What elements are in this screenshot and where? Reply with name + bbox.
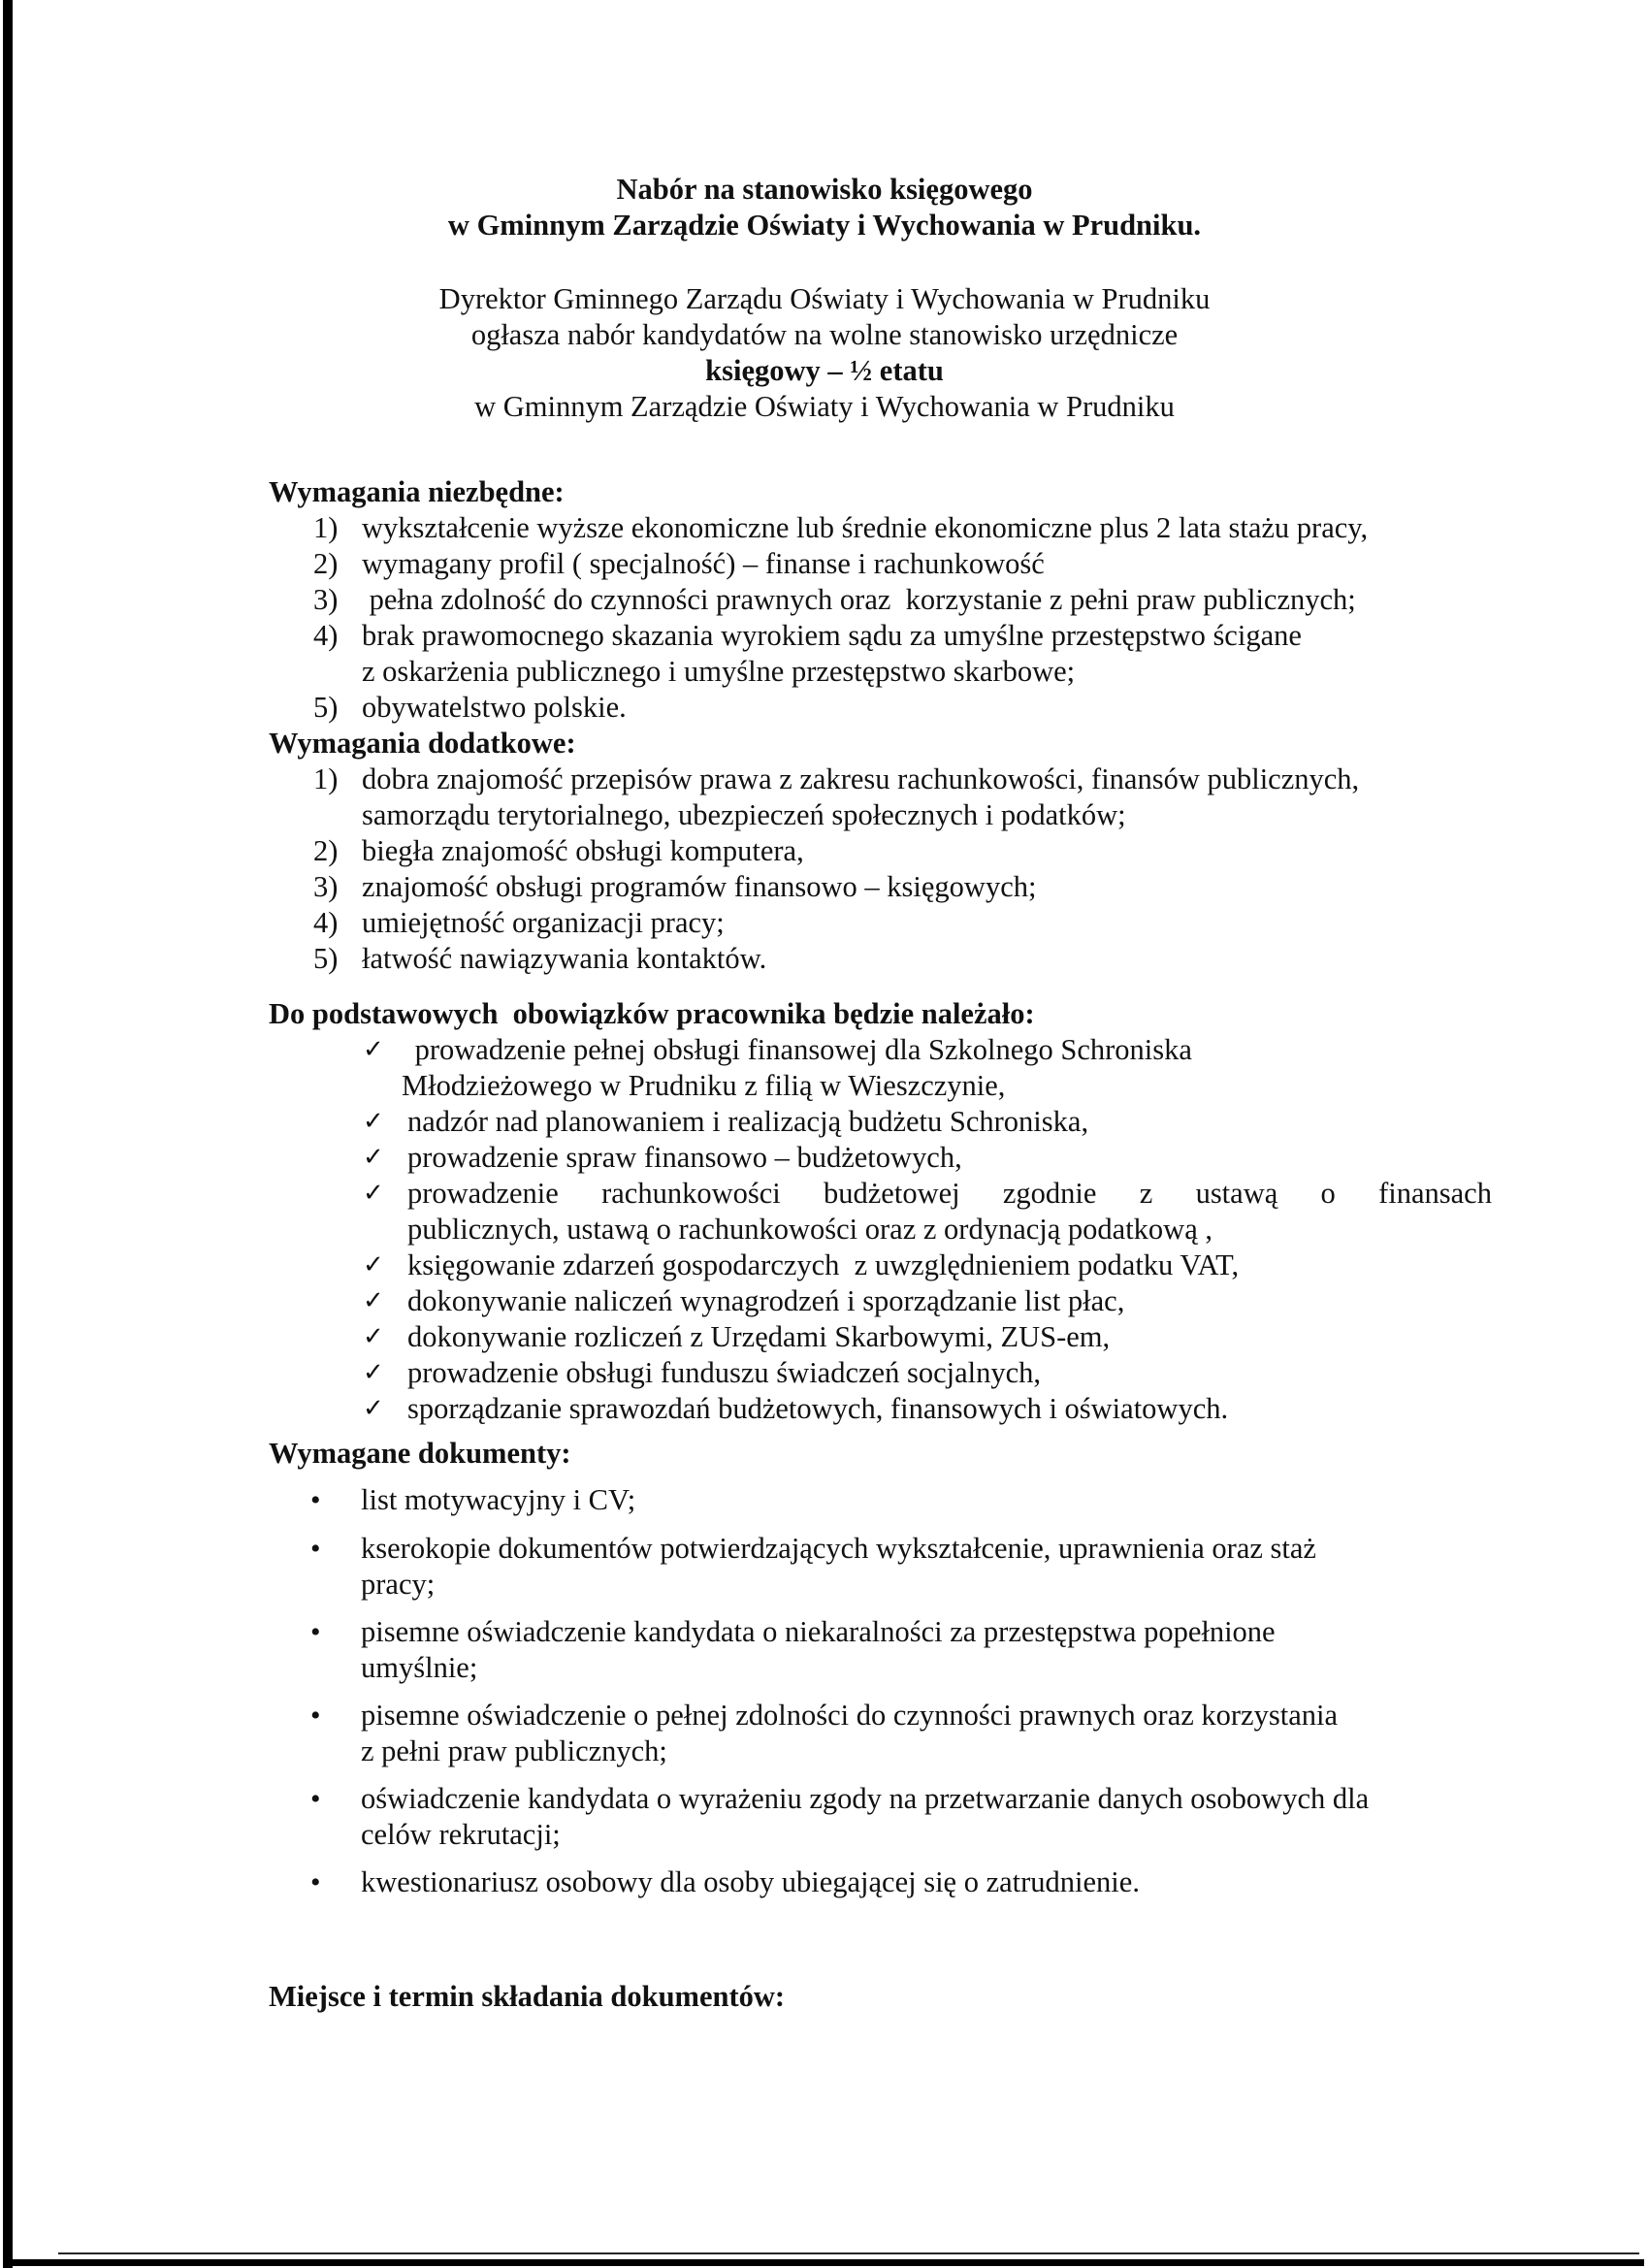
checkmark-icon: ✓ <box>363 1107 384 1136</box>
bullet-icon: • <box>310 1700 321 1732</box>
scan-line-bottom <box>58 2252 1639 2254</box>
item-text: prowadzenie pełnej obsługi finansowej dla Szkolnego Schroniska <box>407 1033 1192 1066</box>
required-heading: Wymagania niezbędne: <box>269 475 565 508</box>
title-line-2: w Gminnym Zarządzie Oświaty i Wychowania w Prudniku. <box>447 209 1202 242</box>
item-text: kserokopie dokumentów potwierdzających wykształcenie, uprawnienia oraz staż <box>361 1532 1316 1565</box>
item-text: publicznych, ustawą o rachunkowości oraz z ordynacją podatkową , <box>407 1213 1212 1246</box>
position-title: księgowy – ½ etatu <box>705 354 944 387</box>
item-text: Młodzieżowego w Prudniku z filią w Wieszczynie, <box>402 1069 1006 1102</box>
item-text: pisemne oświadczenie o pełnej zdolności do czynności prawnych oraz korzystania <box>361 1699 1338 1732</box>
announcement-line-1: Dyrektor Gminnego Zarządu Oświaty i Wychowania w Prudniku <box>438 282 1211 315</box>
item-number: 2) <box>313 834 339 867</box>
word: budżetowej <box>824 1177 960 1210</box>
item-number: 1) <box>313 762 339 795</box>
bullet-icon: • <box>310 1783 321 1815</box>
checkmark-icon: ✓ <box>363 1286 384 1315</box>
word: finansach <box>1378 1177 1492 1210</box>
item-number: 4) <box>313 906 339 939</box>
item-text: dobra znajomość przepisów prawa z zakresu rachunkowości, finansów publicznych, <box>362 762 1360 795</box>
item-text: nadzór nad planowaniem i realizacją budżetu Schroniska, <box>407 1105 1089 1138</box>
item-number: 1) <box>313 511 339 544</box>
documents-heading: Wymagane dokumenty: <box>269 1437 571 1470</box>
item-text: pisemne oświadczenie kandydata o niekaralności za przestępstwa popełnione <box>361 1615 1276 1648</box>
item-text: kwestionariusz osobowy dla osoby ubiegającej się o zatrudnienie. <box>361 1865 1140 1898</box>
item-text: dokonywanie rozliczeń z Urzędami Skarbowymi, ZUS-em, <box>407 1320 1111 1353</box>
word: prowadzenie <box>407 1177 559 1210</box>
word: zgodnie <box>1002 1177 1097 1210</box>
item-text-justified <box>407 1176 1492 1212</box>
item-text: sporządzanie sprawozdań budżetowych, finansowych i oświatowych. <box>407 1392 1229 1425</box>
item-text: prowadzenie obsługi funduszu świadczeń socjalnych, <box>407 1356 1042 1389</box>
item-text: wymagany profil ( specjalność) – finanse i rachunkowość <box>362 547 1045 580</box>
checkmark-icon: ✓ <box>363 1179 384 1208</box>
item-number: 2) <box>313 547 339 580</box>
item-number: 3) <box>313 583 339 616</box>
item-text: samorządu terytorialnego, ubezpieczeń społecznych i podatków; <box>362 798 1126 831</box>
submission-heading: Miejsce i termin składania dokumentów: <box>269 1980 786 2013</box>
item-text: znajomość obsługi programów finansowo – księgowych; <box>362 870 1037 903</box>
word: ustawą <box>1195 1177 1278 1210</box>
item-text: celów rekrutacji; <box>361 1818 561 1851</box>
item-text: biegła znajomość obsługi komputera, <box>362 834 804 867</box>
checkmark-icon: ✓ <box>363 1035 384 1064</box>
item-text: księgowanie zdarzeń gospodarczych z uwzględnieniem podatku VAT, <box>407 1248 1240 1281</box>
checkmark-icon: ✓ <box>363 1250 384 1280</box>
word: rachunkowości <box>601 1177 781 1210</box>
item-text: pełna zdolność do czynności prawnych oraz korzystanie z pełni praw publicznych; <box>362 583 1356 616</box>
checkmark-icon: ✓ <box>363 1322 384 1351</box>
item-text: wykształcenie wyższe ekonomiczne lub średnie ekonomiczne plus 2 lata stażu pracy, <box>362 511 1369 544</box>
item-text: obywatelstwo polskie. <box>362 691 627 724</box>
item-text: brak prawomocnego skazania wyrokiem sądu za umyślne przestępstwo ścigane <box>362 619 1302 652</box>
item-text: prowadzenie spraw finansowo – budżetowych, <box>407 1141 962 1174</box>
item-number: 4) <box>313 619 339 652</box>
bullet-icon: • <box>310 1484 321 1516</box>
checkmark-icon: ✓ <box>363 1394 384 1423</box>
title-line-1: Nabór na stanowisko księgowego <box>616 173 1033 206</box>
additional-heading: Wymagania dodatkowe: <box>269 727 576 760</box>
duties-heading: Do podstawowych obowiązków pracownika będzie należało: <box>269 997 1035 1030</box>
scan-border-bottom <box>3 2259 1644 2266</box>
item-text: oświadczenie kandydata o wyrażeniu zgody na przetwarzanie danych osobowych dla <box>361 1782 1370 1815</box>
item-text: z oskarżenia publicznego i umyślne przestępstwo skarbowe; <box>362 655 1076 688</box>
item-text: umyślnie; <box>361 1651 478 1684</box>
item-number: 3) <box>313 870 339 903</box>
checkmark-icon: ✓ <box>363 1358 384 1387</box>
item-text: dokonywanie naliczeń wynagrodzeń i sporządzanie list płac, <box>407 1284 1125 1317</box>
word: o <box>1320 1177 1336 1210</box>
item-text: list motywacyjny i CV; <box>361 1483 636 1516</box>
item-text: z pełni praw publicznych; <box>361 1734 667 1767</box>
announcement-line-4: w Gminnym Zarządzie Oświaty i Wychowania w Prudniku <box>474 390 1175 423</box>
bullet-icon: • <box>310 1866 321 1898</box>
item-number: 5) <box>313 691 339 724</box>
bullet-icon: • <box>310 1616 321 1648</box>
bullet-icon: • <box>310 1533 321 1565</box>
checkmark-icon: ✓ <box>363 1143 384 1172</box>
item-text: umiejętność organizacji pracy; <box>362 906 725 939</box>
item-text: łatwość nawiązywania kontaktów. <box>362 942 767 975</box>
item-number: 5) <box>313 942 339 975</box>
item-text: pracy; <box>361 1568 436 1601</box>
announcement-line-2: ogłasza nabór kandydatów na wolne stanowisko urzędnicze <box>470 318 1179 351</box>
word: z <box>1139 1177 1153 1210</box>
